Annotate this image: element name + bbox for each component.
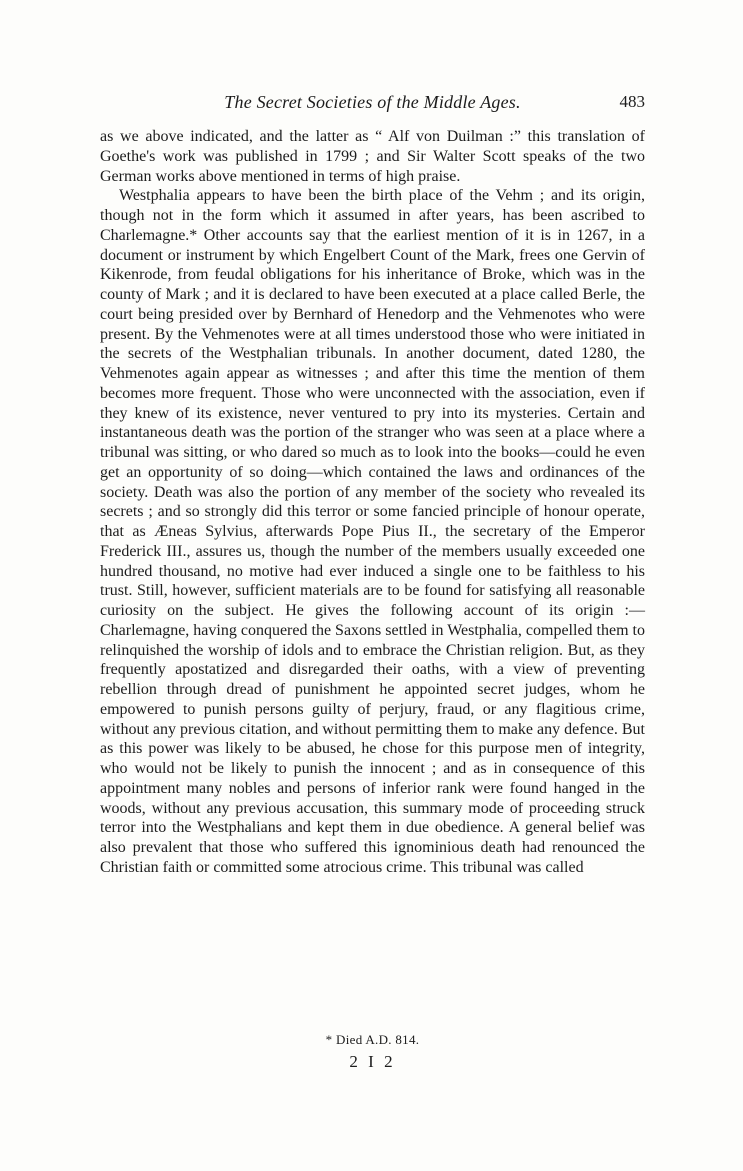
paragraph-continuation: as we above indicated, and the latter as “ Alf von Duilman :” this translation of Goethe's work was published in 1799 ; and Sir Walter Scott speaks of the two German works above mentioned in terms of high praise. (100, 128, 645, 185)
footnote: * Died A.D. 814. (325, 1032, 420, 1047)
running-title: The Secret Societies of the Middle Ages. (224, 92, 521, 112)
signature-mark: 2 I 2 (349, 1052, 396, 1071)
page-number: 483 (619, 92, 645, 111)
running-head (100, 92, 645, 116)
body-text (100, 127, 645, 878)
paragraph-westphalia: Westphalia appears to have been the birth place of the Vehm ; and its origin, though not in the form which it assumed in after years, has been ascribed to Charlemagne.* Other accounts say that the earliest mention of it is in 1267, in a document or instrument by which Engelbert Count of the Mark, frees one Gervin of Kikenrode, from feudal obligations for his inheritance of Broke, which was in the county of Mark ; and it is declared to have been executed at a place called Berle, the court being presided over by Bernhard of Henedorp and the Vehmenotes who were present. By the Vehmenotes were at all times understood those who were initiated in the secrets of the Westphalian tribunals. In another document, dated 1280, the Vehmenotes again appear as witnesses ; and after this time the mention of them becomes more frequent. Those who were unconnected with the association, even if they knew of its existence, never ventured to pry into its mysteries. Certain and instantaneous death was the portion of the stranger who was seen at a place where a tribunal was sitting, or who dared so much as to look into the books—could he even get an opportunity of so doing—which contained the laws and ordinances of the society. Death was also the portion of any member of the society who revealed its secrets ; and so strongly did this terror or some fancied principle of honour operate, that as Æneas Sylvius, afterwards Pope Pius II., the secretary of the Emperor Frederick III., assures us, though the number of the members usually exceeded one hundred thousand, no motive had ever induced a single one to be faithless to his trust. Still, however, sufficient materials are to be found for satisfying all reasonable curiosity on the subject. He gives the following account of its origin :—Charlemagne, having conquered the Saxons settled in Westphalia, compelled them to relinquished the worship of idols and to embrace the Christian religion. But, as they frequently apostatized and disregarded their oaths, with a view of preventing rebellion through dread of punishment he appointed secret judges, whom he empowered to punish persons guilty of perjury, fraud, or any flagitious crime, without any previous citation, and without permitting them to make any defence. But as this power was likely to be abused, he chose for this purpose men of integrity, who would not be likely to punish the innocent ; and as in consequence of this appointment many nobles and persons of inferior rank were found hanged in the woods, without any previous accusation, this summary mode of proceeding struck terror into the Westphalians and kept them in due obedience. A general belief was also prevalent that those who suffered this ignominious death had renounced the Christian faith or committed some atrocious crime. This tribunal was called (100, 187, 645, 876)
